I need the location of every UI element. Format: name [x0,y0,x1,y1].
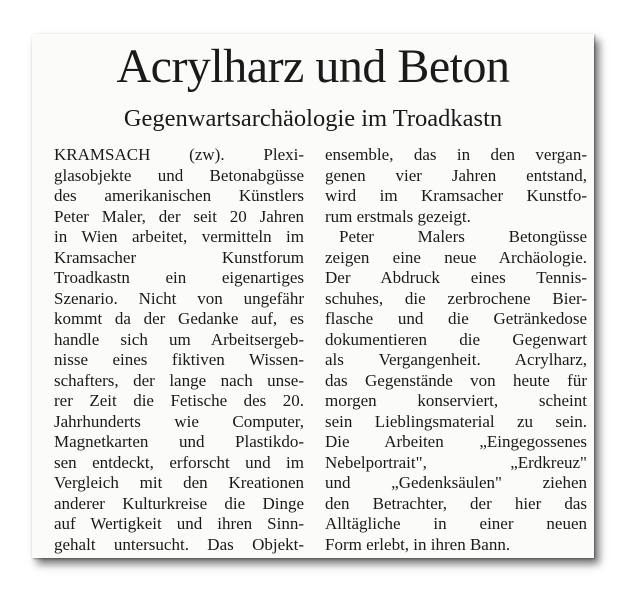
body-line: Form erlebt, in ihren Bann. [325,534,511,554]
body-line: auf Wertigkeit und ihren Sinn- [54,514,304,533]
body-line: flasche und die Getränkedose [325,309,587,328]
body-line: Vergleich mit den Kreationen [54,473,304,492]
newspaper-clipping [32,34,594,558]
body-line: das Gegenstände von heute für [325,370,587,390]
body-line: und „Gedenksäulen" ziehen [325,473,587,492]
body-line: des amerikanischen Künstlers [54,186,304,205]
body-line: schafters, der lange nach unse- [54,370,304,390]
body-line: ensemble, das in den vergan- [325,145,587,164]
body-line: Nebelportrait", „Erdkreuz" [325,452,587,472]
body-line: glasobjekte und Betonabgüsse [54,165,304,185]
body-line: kommt da der Gedanke auf, es [54,309,304,328]
body-line: schuhes, die zerbrochene Bier- [325,288,587,308]
body-line: KRAMSACH (zw). Plexi- [54,145,304,164]
body-line: Alltägliche in einer neuen [325,514,587,533]
body-line: Peter Malers Betongüsse [339,227,587,246]
body-line: den Betrachter, der hier das [325,493,587,513]
body-line: Szenario. Nicht von ungefähr [54,288,304,308]
body-line: als Vergangenheit. Acrylharz, [325,350,587,369]
body-line: rer Zeit die Fetische des 20. [54,391,304,410]
article-subheadline: Gegenwartsarchäologie im Troadkastn [123,105,503,132]
body-line: Kramsacher Kunstforum [54,247,304,267]
body-line: rum erstmals gezeigt. [325,206,471,226]
body-line: anderer Kulturkreise die Dinge [54,493,304,513]
body-line: morgen konserviert, scheint [325,391,587,410]
body-line: sen entdeckt, erforscht und im [54,452,304,472]
body-line: Die Arbeiten „Eingegossenes [325,432,587,451]
article-column-1 [54,145,304,555]
article-column-2 [325,145,587,555]
body-line: Der Abdruck eines Tennis- [325,268,587,287]
body-line: handle sich um Arbeitsergeb- [54,329,304,349]
body-line: Jahrhunderts wie Computer, [54,411,304,431]
body-line: wird im Kramsacher Kunstfo- [325,186,587,205]
body-line: nisse eines fiktiven Wissen- [54,350,304,369]
body-line: gehalt untersucht. Das Objekt- [54,534,304,554]
body-line: dokumentieren die Gegenwart [325,329,587,349]
body-line: Troadkastn ein eigenartiges [54,268,304,287]
body-line: Magnetkarten und Plastikdo- [54,432,304,451]
article-headline: Acrylharz und Beton [116,40,510,93]
body-line: zeigen eine neue Archäologie. [325,247,587,267]
body-line: sein Lieblingsmaterial zu sein. [325,411,587,431]
body-line: Peter Maler, der seit 20 Jahren [54,206,304,226]
body-line: genen vier Jahren entstand, [325,165,587,185]
body-line: in Wien arbeitet, vermitteln im [54,227,304,246]
